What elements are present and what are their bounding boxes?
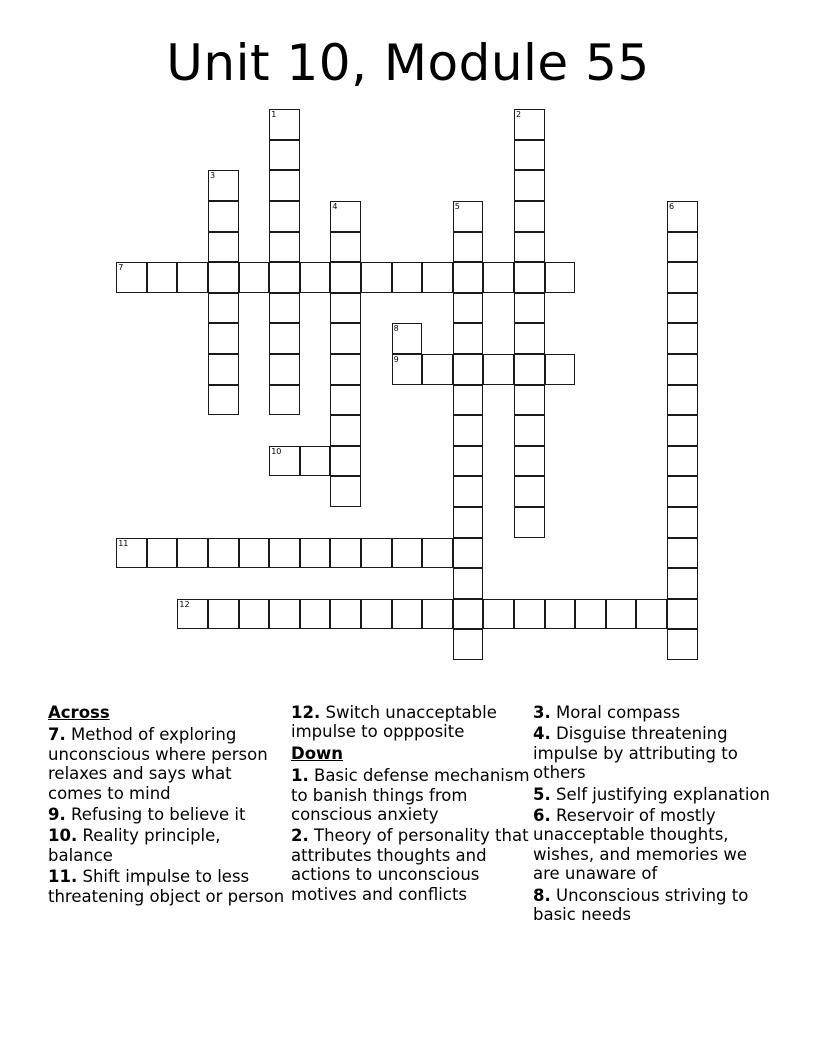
clue-number-label: 4 [332,202,338,211]
grid-cell[interactable] [453,232,484,263]
grid-cell[interactable] [300,538,331,569]
grid-cell[interactable] [330,476,361,507]
grid-cell[interactable] [667,599,698,630]
clues-column-1 [48,703,288,908]
clue-across-12 [291,703,531,742]
grid-cell[interactable] [330,201,361,232]
grid-cell[interactable] [208,323,239,354]
clue-number: 8. [533,885,551,905]
grid-cell[interactable] [514,262,545,293]
grid-cell[interactable] [667,538,698,569]
grid-cell[interactable] [208,293,239,324]
clue-text: Shift impulse to less threatening object or person [48,867,285,906]
clue-number: 2. [291,826,309,846]
grid-cell[interactable] [514,354,545,385]
clue-text: Moral compass [556,703,681,722]
clue-number-label: 5 [454,202,460,211]
grid-cell[interactable] [667,629,698,660]
grid-cell[interactable] [208,262,239,293]
grid-cell[interactable] [575,599,606,630]
grid-cell[interactable] [330,415,361,446]
grid-cell[interactable] [269,109,300,140]
grid-cell[interactable] [667,262,698,293]
grid-cell[interactable] [667,385,698,416]
grid-cell[interactable] [392,538,423,569]
clue-number: 1. [291,766,309,786]
grid-cell[interactable] [330,538,361,569]
clue-text: Self justifying explanation [556,784,770,804]
grid-cell[interactable] [514,599,545,630]
grid-cell[interactable] [361,538,392,569]
grid-cell[interactable] [208,538,239,569]
grid-cell[interactable] [269,446,300,477]
grid-cell[interactable] [116,538,147,569]
grid-cell[interactable] [330,599,361,630]
grid-cell[interactable] [177,599,208,630]
grid-cell[interactable] [453,568,484,599]
grid-cell[interactable] [667,354,698,385]
clue-text: Switch unacceptable impulse to oppposite [291,703,497,742]
clue-text: Theory of personality that attributes thoughts and actions to unconscious motives and conflicts [291,826,529,904]
clue-across-7 [48,725,288,803]
grid-cell[interactable] [269,140,300,171]
grid-cell[interactable] [514,201,545,232]
grid-cell[interactable] [422,262,453,293]
grid-cell[interactable] [514,507,545,538]
grid-cell[interactable] [239,262,270,293]
grid-cell[interactable] [147,262,178,293]
grid-cell[interactable] [514,323,545,354]
clue-number: 12. [291,703,321,722]
clue-number: 3. [533,703,551,722]
clue-number-label: 1 [271,110,277,120]
clue-down-6 [533,806,773,884]
grid-cell[interactable] [514,109,545,140]
grid-cell[interactable] [453,385,484,416]
grid-cell[interactable] [392,354,423,385]
clue-number: 11. [48,867,78,887]
clue-down-1 [291,766,531,824]
grid-cell[interactable] [208,232,239,263]
clue-number: 5. [533,784,551,804]
grid-cell[interactable] [361,599,392,630]
grid-cell[interactable] [453,507,484,538]
grid-cell[interactable] [667,476,698,507]
clues-column-3 [533,703,773,926]
grid-cell[interactable] [208,170,239,201]
clue-number-label: 3 [210,171,216,181]
clue-number-label: 10 [271,446,282,456]
grid-cell[interactable] [453,629,484,660]
grid-cell[interactable] [667,201,698,232]
grid-cell[interactable] [392,323,423,354]
grid-cell[interactable] [269,599,300,630]
grid-cell[interactable] [453,293,484,324]
clue-text: Method of exploring unconscious where person relaxes and says what comes to mind [48,725,268,803]
grid-cell[interactable] [392,599,423,630]
grid-cell[interactable] [514,446,545,477]
grid-cell[interactable] [330,323,361,354]
grid-cell[interactable] [453,262,484,293]
grid-cell[interactable] [545,262,576,293]
grid-cell[interactable] [330,354,361,385]
grid-cell[interactable] [269,323,300,354]
clue-down-2 [291,826,531,904]
grid-cell[interactable] [422,599,453,630]
grid-cell[interactable] [453,599,484,630]
grid-cell[interactable] [514,140,545,171]
grid-cell[interactable] [269,354,300,385]
grid-cell[interactable] [208,201,239,232]
grid-cell[interactable] [330,385,361,416]
grid-cell[interactable] [177,538,208,569]
grid-cell[interactable] [269,385,300,416]
clue-text: Refusing to believe it [71,805,246,825]
clue-number-label: 2 [516,110,522,120]
grid-cell[interactable] [269,232,300,263]
clue-number-label: 8 [393,324,399,334]
grid-cell[interactable] [269,538,300,569]
grid-cell[interactable] [208,385,239,416]
clue-number-label: 12 [179,599,190,609]
grid-cell[interactable] [208,599,239,630]
grid-cell[interactable] [300,262,331,293]
clue-number-label: 11 [118,538,129,548]
grid-cell[interactable] [514,385,545,416]
grid-cell[interactable] [361,262,392,293]
grid-cell[interactable] [453,446,484,477]
grid-cell[interactable] [667,232,698,263]
grid-cell[interactable] [453,354,484,385]
grid-cell[interactable] [453,201,484,232]
grid-cell[interactable] [177,262,208,293]
grid-cell[interactable] [239,599,270,630]
clue-text: Disguise threatening impulse by attributing to others [533,724,738,783]
grid-cell[interactable] [269,293,300,324]
clue-number-label: 6 [669,202,675,211]
grid-cell[interactable] [422,354,453,385]
grid-cell[interactable] [483,262,514,293]
grid-cell[interactable] [514,170,545,201]
clue-number: 7. [48,725,66,745]
grid-cell[interactable] [116,262,147,293]
grid-cell[interactable] [483,599,514,630]
grid-cell[interactable] [667,293,698,324]
grid-cell[interactable] [545,354,576,385]
grid-cell[interactable] [514,415,545,446]
grid-cell[interactable] [269,201,300,232]
grid-cell[interactable] [269,170,300,201]
grid-cell[interactable] [453,323,484,354]
grid-cell[interactable] [330,262,361,293]
clue-text: Reservoir of mostly unacceptable thoughts, wishes, and memories we are unaware of [533,806,748,884]
clue-down-4 [533,724,773,782]
grid-cell[interactable] [667,323,698,354]
grid-cell[interactable] [514,293,545,324]
clue-number: 9. [48,805,66,825]
grid-cell[interactable] [300,599,331,630]
grid-cell[interactable] [330,293,361,324]
clue-down-3 [533,703,773,722]
grid-cell[interactable] [208,354,239,385]
grid-cell[interactable] [330,446,361,477]
clue-number: 4. [533,724,551,744]
across-heading: Across [48,703,110,722]
grid-cell[interactable] [514,232,545,263]
clue-number: 6. [533,806,551,826]
page-title: Unit 10, Module 55 [166,34,650,92]
grid-cell[interactable] [545,599,576,630]
grid-cell[interactable] [239,538,270,569]
clue-across-11 [48,867,288,906]
grid-cell[interactable] [453,476,484,507]
grid-cell[interactable] [514,476,545,507]
grid-cell[interactable] [453,415,484,446]
grid-cell[interactable] [330,232,361,263]
grid-cell[interactable] [300,446,331,477]
grid-cell[interactable] [422,538,453,569]
clue-down-8 [533,886,773,925]
clue-number-label: 7 [118,263,124,273]
grid-cell[interactable] [667,446,698,477]
grid-cell[interactable] [392,262,423,293]
clue-text: Reality principle, balance [48,826,221,865]
clue-text: Basic defense mechanism to banish things from conscious anxiety [291,766,530,825]
grid-cell[interactable] [667,507,698,538]
clues-column-2 [291,703,531,906]
clue-across-10 [48,826,288,865]
grid-cell[interactable] [667,568,698,599]
grid-cell[interactable] [147,538,178,569]
grid-cell[interactable] [636,599,667,630]
grid-cell[interactable] [483,354,514,385]
grid-cell[interactable] [667,415,698,446]
clue-number: 10. [48,826,78,846]
clue-number-label: 9 [393,355,399,364]
clue-down-5 [533,785,773,804]
clue-across-9 [48,805,248,824]
down-heading: Down [291,743,344,763]
grid-cell[interactable] [269,262,300,293]
clue-text: Unconscious striving to basic needs [533,885,749,925]
grid-cell[interactable] [453,538,484,569]
grid-cell[interactable] [606,599,637,630]
